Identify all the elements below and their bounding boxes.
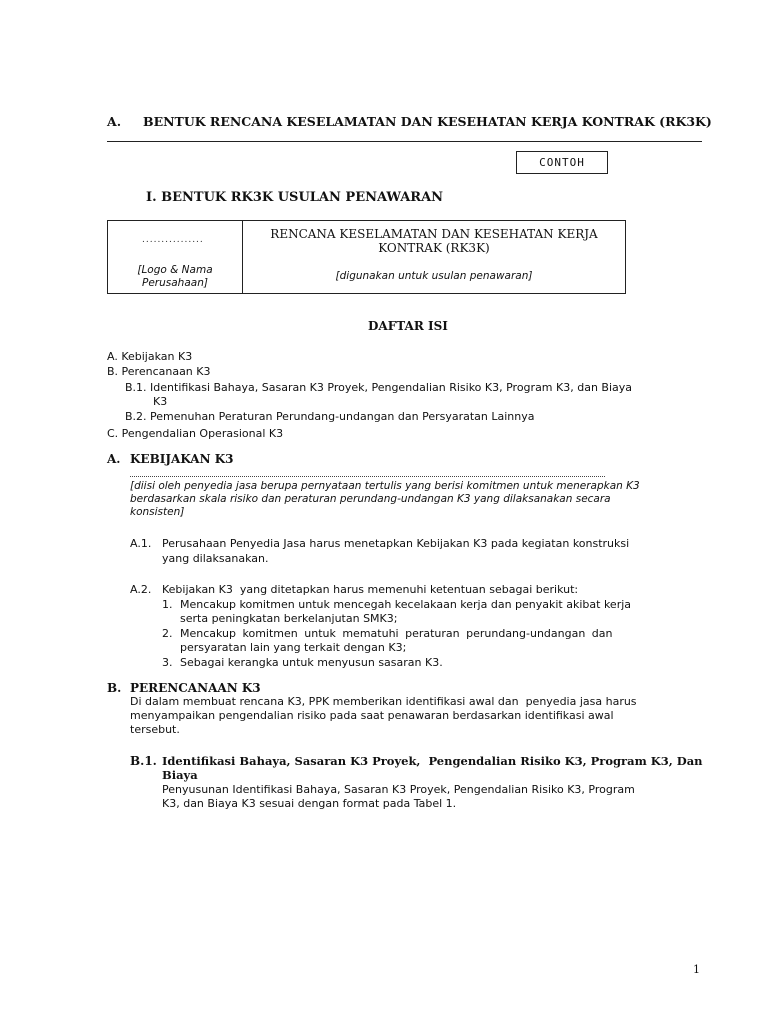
toc-item-b1-cont: K3 [153,395,168,408]
title-cell [243,221,625,293]
heading-rule [107,141,702,142]
toc-title: DAFTAR ISI [368,319,448,333]
header-title-line2: KONTRAK (RK3K) [378,241,490,255]
logo-placeholder-dots: ................ [142,235,204,245]
b1-title-line1: Identifikasi Bahaya, Sasaran K3 Proyek, Pengendalian Risiko K3, Program K3, Dan [162,754,703,768]
section-title: I. BENTUK RK3K USULAN PENAWARAN [146,190,444,205]
toc-item-b2: B.2. Pemenuhan Peraturan Perundang-undangan dan Persyaratan Lainnya [125,410,535,423]
a1-number: A.1. [130,537,152,550]
a2-item3-number: 3. [162,656,173,669]
toc-item-b1: B.1. Identifikasi Bahaya, Sasaran K3 Proyek, Pengendalian Risiko K3, Program K3, dan Biaya [125,381,633,394]
a2-number: A.2. [130,583,152,596]
kebijakan-note [130,480,702,519]
a2-item1-number: 1. [162,598,173,611]
kebijakan-note-line3: konsisten] [130,506,185,518]
a2-text: Kebijakan K3 yang ditetapkan harus memenuhi ketentuan sebagai berikut: [162,583,579,596]
a2-item2-number: 2. [162,627,173,640]
kebijakan-letter: A. [107,452,121,466]
toc-item-a: A. Kebijakan K3 [107,350,193,363]
a2-item1-line1: Mencakup komitmen untuk mencegah kecelakaan kerja dan penyakit akibat kerja [180,598,632,611]
a2-item2-line1: Mencakup komitmen untuk mematuhi peraturan perundang-undangan dan [180,627,613,640]
toc-item-c: C. Pengendalian Operasional K3 [107,427,284,440]
a2-item3-line1: Sebagai kerangka untuk menyusun sasaran K3. [180,656,443,669]
b1-number: B.1. [130,754,157,768]
b1-title-line2: Biaya [162,768,198,782]
heading-letter: A. [107,114,122,129]
perencanaan-line3: tersebut. [130,723,180,736]
a2-item2-line2: persyaratan lain yang terkait dengan K3; [180,641,407,654]
document-header-box [107,220,626,294]
kebijakan-heading: KEBIJAKAN K3 [130,452,234,466]
logo-label-line2: Perusahaan] [142,277,208,289]
perencanaan-line2: menyampaikan pengendalian risiko pada saat penawaran berdasarkan identifikasi awal [130,709,614,722]
b1-body-line2: K3, dan Biaya K3 sesuai dengan format pada Tabel 1. [162,797,457,810]
perencanaan-line1: Di dalam membuat rencana K3, PPK memberikan identifikasi awal dan penyedia jasa harus [130,695,637,708]
header-subtitle: [digunakan untuk usulan penawaran] [335,270,533,282]
perencanaan-heading: PERENCANAAN K3 [130,681,261,695]
page-number: 1 [693,963,700,976]
kebijakan-fill-line [130,476,605,477]
kebijakan-note-line2: berdasarkan skala risiko dan peraturan perundang-undangan K3 yang dilaksanakan secara [130,493,611,505]
toc-item-b: B. Perencanaan K3 [107,365,211,378]
logo-cell [108,221,242,293]
a1-line1: Perusahaan Penyedia Jasa harus menetapkan Kebijakan K3 pada kegiatan konstruksi [162,537,630,550]
b1-body-line1: Penyusunan Identifikasi Bahaya, Sasaran K3 Proyek, Pengendalian Risiko K3, Program [162,783,635,796]
perencanaan-letter: B. [107,681,122,695]
logo-label-line1: [Logo & Nama [137,264,213,276]
a2-item1-line2: serta peningkatan berkelanjutan SMK3; [180,612,398,625]
contoh-badge: CONTOH [516,151,608,174]
header-title-line1: RENCANA KESELAMATAN DAN KESEHATAN KERJA [270,227,598,241]
kebijakan-note-line1: [diisi oleh penyedia jasa berupa pernyataan tertulis yang berisi komitmen untuk menerapkan K3 [130,480,640,492]
document-heading: BENTUK RENCANA KESELAMATAN DAN KESEHATAN KERJA KONTRAK (RK3K) [143,114,712,129]
a1-line2: yang dilaksanakan. [162,552,269,565]
